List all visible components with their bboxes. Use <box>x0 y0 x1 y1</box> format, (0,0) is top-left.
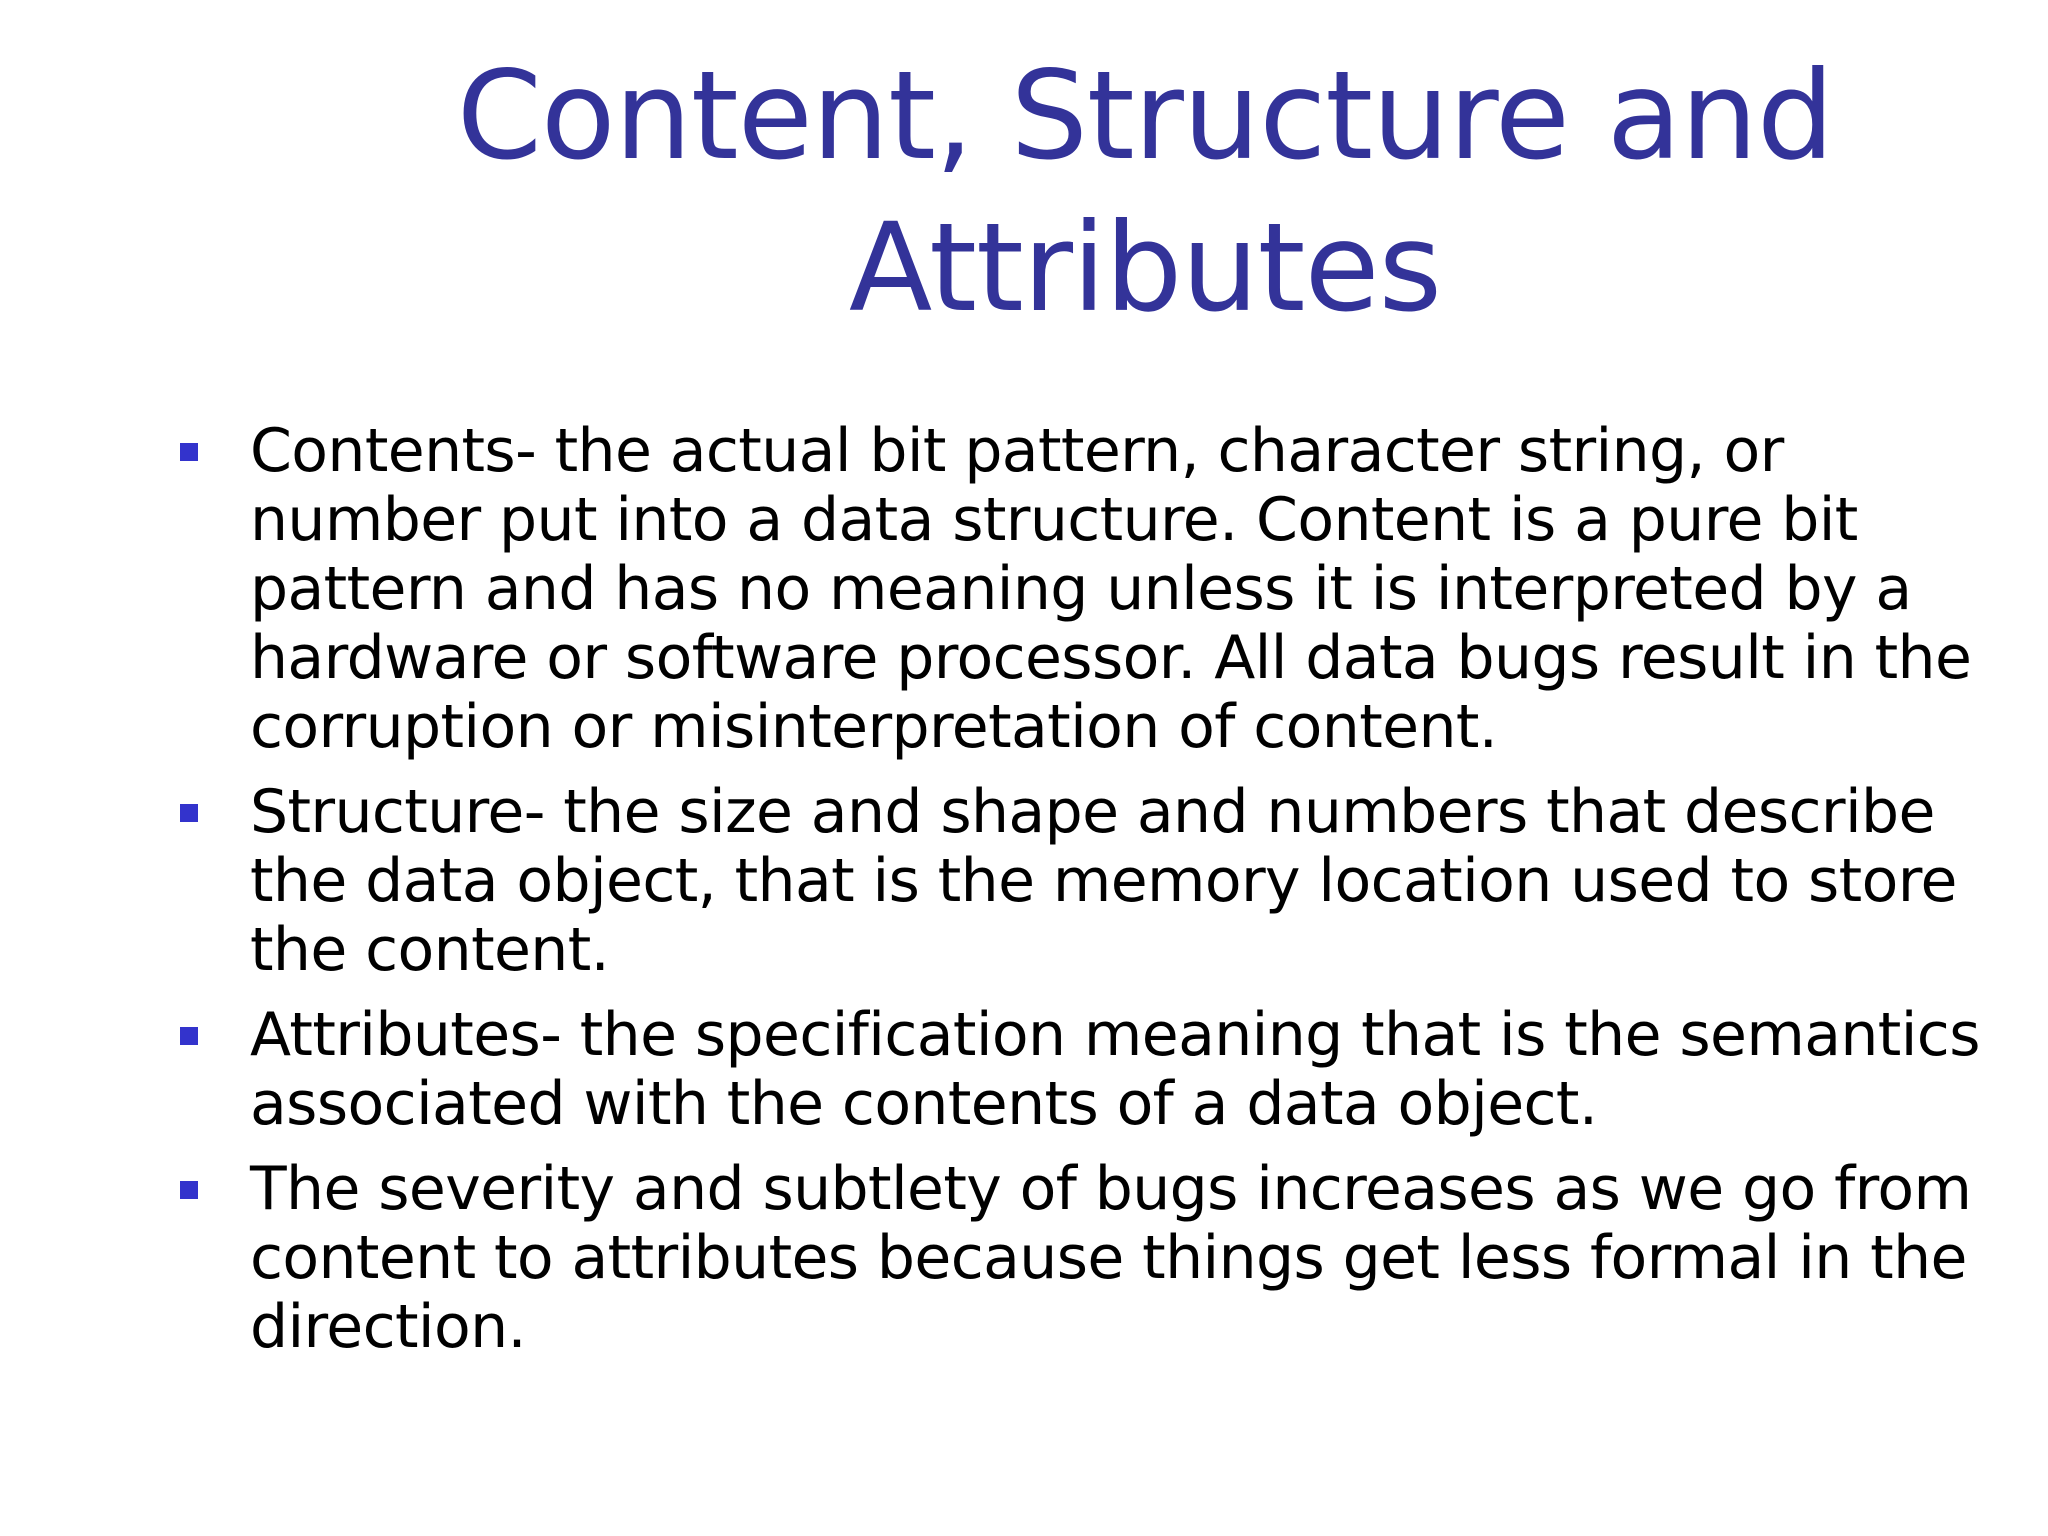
bullet-item-contents <box>176 417 2016 762</box>
bullet-text: Contents- the actual bit pattern, character string, or number put into a data structure. Content is a pure bit pattern and has no meaning unless it is interpreted by a hardware or software processor. All data bugs result in the corruption or misinterpretation of content. <box>250 416 1972 762</box>
slide-title <box>375 40 1915 344</box>
slide-title-line-2: Attributes <box>848 197 1442 339</box>
square-bullet-icon <box>180 1027 198 1045</box>
bullet-text: Attributes- the specification meaning that is the semantics associated with the contents of a data object. <box>250 1000 1980 1139</box>
bullet-text: The severity and subtlety of bugs increases as we go from content to attributes because things get less formal in the direction. <box>250 1154 1972 1362</box>
bullet-item-structure <box>176 778 2016 985</box>
bullet-list <box>176 417 2016 1378</box>
bullet-text: Structure- the size and shape and numbers that describe the data object, that is the memory location used to store the content. <box>250 777 1957 985</box>
square-bullet-icon <box>180 443 198 461</box>
slide-title-line-1: Content, Structure and <box>456 45 1834 187</box>
square-bullet-icon <box>180 1181 198 1199</box>
square-bullet-icon <box>180 804 198 822</box>
bullet-item-severity <box>176 1155 2016 1362</box>
bullet-item-attributes <box>176 1001 2016 1139</box>
